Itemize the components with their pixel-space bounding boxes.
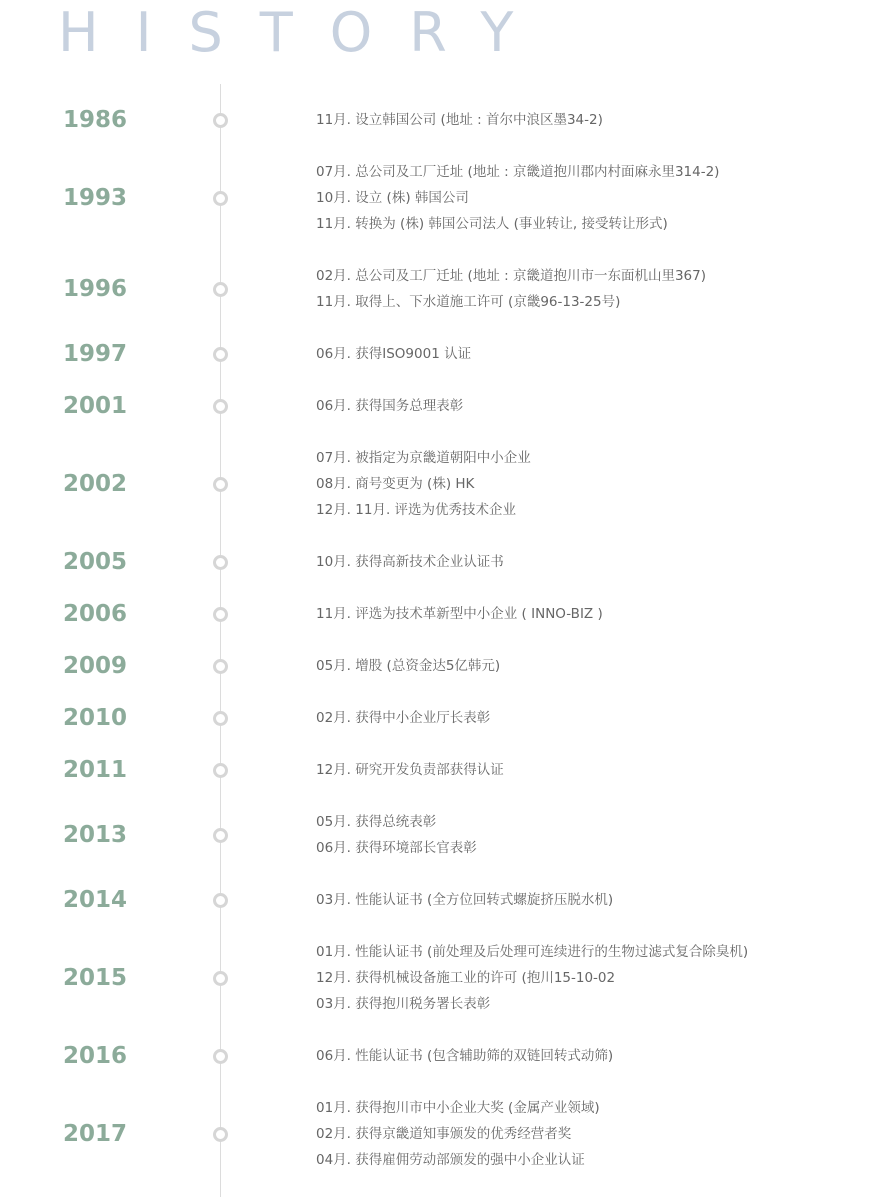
timeline-dot-icon [213,711,228,726]
timeline-dot-icon [213,659,228,674]
timeline-event: 02月. 总公司及工厂迁址 (地址 : 京畿道抱川市一东面机山里367) [316,268,706,284]
timeline-year: 1996 [63,276,128,302]
timeline-dot-icon [213,282,228,297]
timeline-event-list [316,341,471,367]
timeline-event-list [316,263,706,315]
timeline-event: 07月. 被指定为京畿道朝阳中小企业 [316,450,531,466]
timeline-event: 08月. 商号变更为 (株) HK [316,476,475,492]
timeline-year: 2011 [63,757,128,783]
timeline-dot-icon [213,191,228,206]
timeline-entry [0,107,879,133]
timeline-line [220,84,221,1197]
timeline-year: 2009 [63,653,128,679]
timeline-event: 11月. 取得上、下水道施工许可 (京畿96-13-25号) [316,294,621,310]
timeline-event-list [316,445,531,523]
timeline-entry [0,601,879,627]
timeline-entry [0,653,879,679]
timeline-event: 10月. 设立 (株) 韩国公司 [316,190,469,206]
timeline-event-list [316,939,748,1017]
timeline-event: 12月. 获得机械设备施工业的许可 (抱川15-10-02 [316,970,616,986]
timeline-year: 2013 [63,822,128,848]
timeline-event-list [316,653,500,679]
timeline-dot-icon [213,113,228,128]
timeline-event: 06月. 获得国务总理表彰 [316,398,464,414]
timeline-event-list [316,1095,600,1173]
timeline-event: 07月. 总公司及工厂迁址 (地址 : 京畿道抱川郡内村面麻永里314-2) [316,164,720,180]
timeline-event: 03月. 获得抱川税务署长表彰 [316,996,491,1012]
timeline-entry [0,1095,879,1173]
timeline-year: 2005 [63,549,128,575]
timeline-event: 01月. 获得抱川市中小企业大奖 (金属产业领域) [316,1100,600,1116]
timeline-entry [0,263,879,315]
timeline-event: 01月. 性能认证书 (前处理及后处理可连续进行的生物过滤式复合除臭机) [316,944,749,960]
timeline-event: 02月. 获得中小企业厅长表彰 [316,710,491,726]
timeline-event-list [316,757,504,783]
timeline-dot-icon [213,1049,228,1064]
timeline-entry [0,549,879,575]
timeline-entry [0,809,879,861]
timeline-year: 1993 [63,185,128,211]
timeline-event: 12月. 研究开发负责部获得认证 [316,762,504,778]
timeline-event-list [316,809,477,861]
timeline-year: 2006 [63,601,128,627]
timeline-dot-icon [213,893,228,908]
timeline-event-list [316,549,504,575]
timeline-year: 2002 [63,471,128,497]
timeline-year: 2017 [63,1121,128,1147]
timeline-dot-icon [213,763,228,778]
timeline-dot-icon [213,347,228,362]
timeline-year: 2010 [63,705,128,731]
timeline-event: 12月. 11月. 评选为优秀技术企业 [316,502,517,518]
timeline-entry [0,705,879,731]
timeline-event-list [316,705,490,731]
timeline-event-list [316,107,603,133]
timeline-event: 06月. 获得环境部长官表彰 [316,840,477,856]
timeline-event-list [316,887,613,913]
timeline-event: 03月. 性能认证书 (全方位回转式螺旋挤压脱水机) [316,892,614,908]
timeline-event: 05月. 增股 (总资金达5亿韩元) [316,658,501,674]
timeline-event: 02月. 获得京畿道知事颁发的优秀经营者奖 [316,1126,572,1142]
timeline-year: 2001 [63,393,128,419]
timeline-year: 1997 [63,341,128,367]
timeline-dot-icon [213,477,228,492]
timeline-entry [0,445,879,523]
timeline-event-list [316,393,463,419]
timeline-year: 2014 [63,887,128,913]
timeline-dot-icon [213,828,228,843]
timeline-entry [0,341,879,367]
timeline-event: 10月. 获得高新技术企业认证书 [316,554,504,570]
timeline-event-list [316,159,719,237]
timeline-year: 2015 [63,965,128,991]
timeline-entry [0,159,879,237]
timeline-entry [0,939,879,1017]
timeline-event-list [316,1043,613,1069]
timeline-event: 11月. 设立韩国公司 (地址 : 首尔中浪区墨34-2) [316,112,603,128]
timeline-event: 06月. 性能认证书 (包含辅助筛的双链回转式动筛) [316,1048,614,1064]
timeline-entry [0,1043,879,1069]
timeline-event-list [316,601,603,627]
timeline-dot-icon [213,555,228,570]
timeline-event: 06月. 获得ISO9001 认证 [316,346,472,362]
timeline-dot-icon [213,399,228,414]
timeline-entry [0,757,879,783]
page-title: HISTORY [58,1,551,64]
timeline-event: 04月. 获得雇佣劳动部颁发的强中小企业认证 [316,1152,585,1168]
timeline-entry [0,393,879,419]
timeline-dot-icon [213,1127,228,1142]
timeline-event: 05月. 获得总统表彰 [316,814,437,830]
timeline-entry [0,887,879,913]
timeline-dot-icon [213,607,228,622]
timeline-event: 11月. 评选为技术革新型中小企业 ( INNO-BIZ ) [316,606,603,622]
timeline-event: 11月. 转换为 (株) 韩国公司法人 (事业转让, 接受转让形式) [316,216,668,232]
timeline-dot-icon [213,971,228,986]
timeline-year: 1986 [63,107,128,133]
timeline-year: 2016 [63,1043,128,1069]
